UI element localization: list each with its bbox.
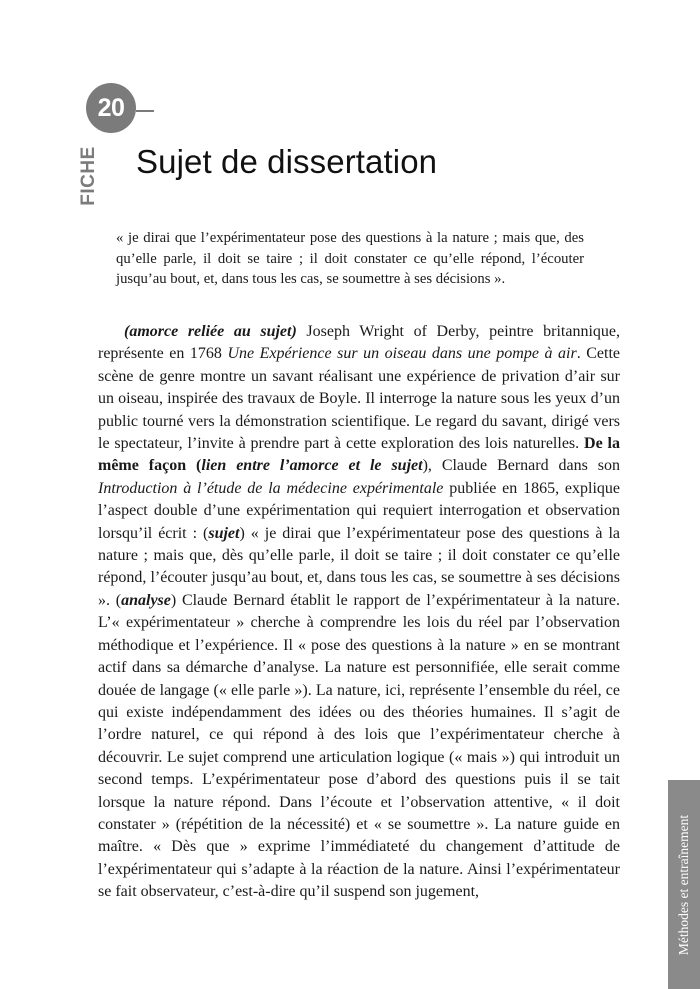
epigraph-quote: « je dirai que l’expérimentateur pose des questions à la nature ; mais que, des qu’elle parle, il doit se taire ; il doit constater ce qu’elle répond, l’écouter jusqu’au bout, et, dans tous les cas, se soumettre à ses décisions ». (116, 230, 584, 287)
fiche-label-text: FICHE (78, 146, 99, 206)
transition-phrase: De la même façon (98, 435, 621, 475)
body-text-part: ), Claude Bernard dans son (422, 457, 621, 475)
page-title: Sujet de dissertation (136, 143, 438, 180)
label-amorce: (amorce reliée au sujet) (124, 323, 297, 340)
side-tab-label: Méthodes et entraînement (676, 814, 692, 955)
painting-title: Une Expérience sur un oiseau dans une pompe à air (227, 345, 577, 363)
label-sujet: sujet (208, 524, 240, 542)
book-title: Introduction à l’étude de la médecine expérimentale (98, 479, 444, 497)
fiche-number-badge: 20 (86, 83, 136, 133)
header-rule (136, 110, 154, 112)
transition-open: ( (186, 457, 202, 475)
section-side-tab (668, 780, 700, 989)
body-text-part: ) « je dirai que l’expérimentateur pose des questions à la nature ; mais que, dès qu’elle parle, il doit se taire ; il doit constater ce qu’elle répond, l’écouter jusqu’au bout, et, dans tous les cas, se soumettre à ses décisions ». ( (98, 524, 620, 609)
body-text-part: Joseph Wright of Derby, peintre britannique, représente en 1768 (98, 323, 620, 363)
body-text-part: . Cette scène de genre montre un savant réalisant une expérience de privation d’air sur un oiseau, inspirée des travaux de Boyle. Il interroge la nature sous les yeux d’un public tourné vers la démonstration scientifique. Le regard du savant, dirigé vers le spectateur, l’invite à prendre part à cette exploration des lois naturelles. (98, 345, 620, 453)
body-paragraph (98, 321, 620, 904)
body-text-part: ) Claude Bernard établit le rapport de l’expérimentateur à la nature. L’« expérimentateur » cherche à comprendre les lois du réel par l’observation méthodique et l’expérience. Il « pose des questions à la nature » en se montrant actif dans sa démarche d’analyse. La nature est personnifiée, elle serait comme douée de langage (« elle parle »). La nature, ici, représente l’ensemble du réel, ce qui existe indépendamment des idées ou des théories humaines. Il s’agit de l’ordre naturel, ce qui répond à des lois que l’expérimentateur cherche à découvrir. Le sujet comprend une articulation logique (« mais ») qui introduit un second temps. L’expérimentateur pose d’abord des questions puis il se tait lorsque la nature répond. Dans l’écoute et l’observation attentive, « il doit constater » (répétition de la nécessité) et « se soumettre ». La nature guide en maître. « Dès que » exprime l’immédiateté du changement d’attitude de l’expérimentateur qui s’adapte à la réaction de la nature. Ainsi l’expérimentateur se fait observateur, c’est-à-dire qu’il suspend son jugement, (98, 591, 621, 901)
fiche-label (76, 136, 102, 216)
label-analyse: analyse (121, 591, 171, 609)
body-text-part: publiée en 1865, explique l’aspect double d’une expérimentation qui requiert interrogation et observation lorsqu’il écrit : ( (98, 479, 620, 542)
label-lien: lien entre l’amorce et le sujet (201, 457, 423, 475)
